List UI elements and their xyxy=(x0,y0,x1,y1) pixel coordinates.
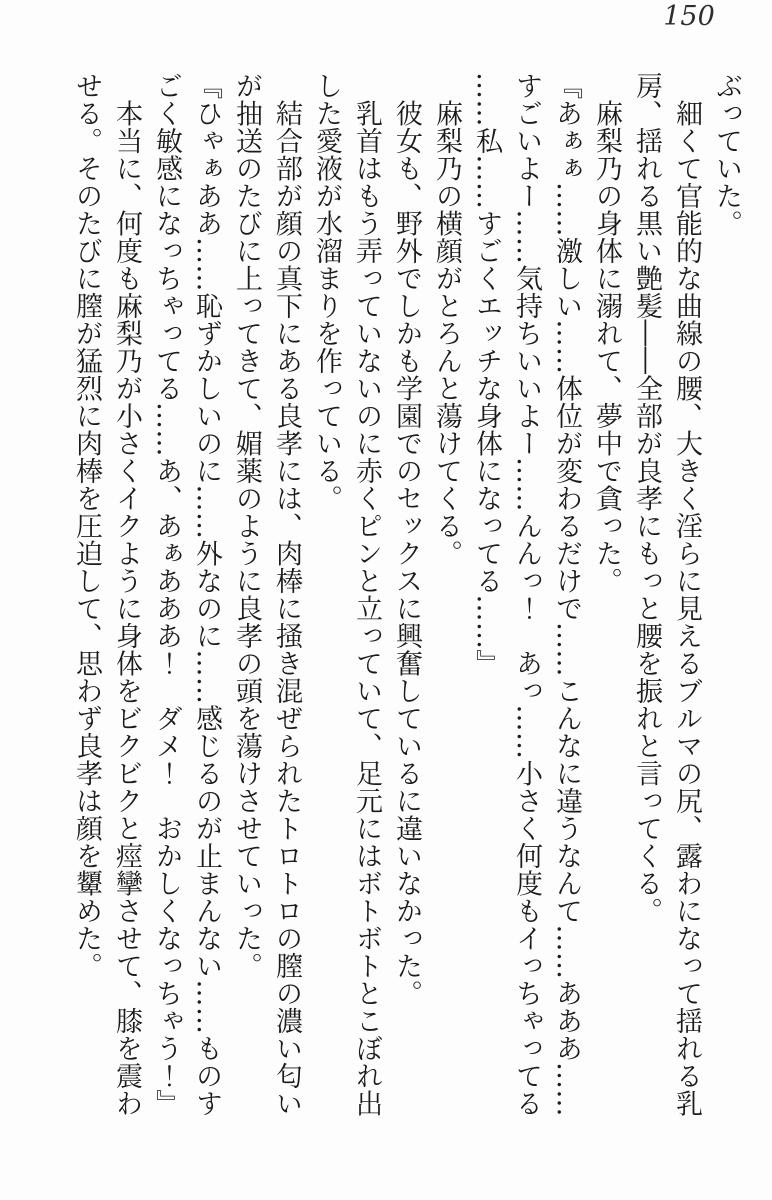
text-line: が抽送のたびに上ってきて、媚薬のように良孝の頭を蕩けさせていった。 xyxy=(231,72,262,980)
text-line: ぶっていた。 xyxy=(711,72,742,237)
text-line: 結合部が顔の真下にある良孝には、肉棒に掻き混ぜられたトロトロの膣の濃い匂い xyxy=(271,72,302,1117)
text-line: 房、揺れる黒い艶髪――全部が良孝にもっと腰を振れと言ってくる。 xyxy=(631,72,662,925)
text-line: 『あぁぁ……激しい……体位が変わるだけで……こんなに違うなんて……あああ…… xyxy=(551,72,582,1117)
text-line: 本当に、何度も麻梨乃が小さくイクように身体をビクビクと痙攣させて、膝を震わ xyxy=(111,72,142,1117)
text-line: ごく敏感になっちゃってる……あ、あぁあああ！ ダメ！ おかしくなっちゃう！』 xyxy=(151,72,182,1117)
text-line: 細くて官能的な曲線の腰、大きく淫らに見えるブルマの尻、露わになって揺れる乳 xyxy=(671,72,702,1117)
text-line: 乳首はもう弄っていないのに赤くピンと立っていて、足元にはボトボトとこぼれ出 xyxy=(351,72,382,1117)
text-line: 『ひゃぁああ……恥ずかしいのに……外なのに……感じるのが止まんない……ものす xyxy=(191,72,222,1117)
page-number: 150 xyxy=(663,1,715,32)
text-line: せる。そのたびに膣が猛烈に肉棒を圧迫して、思わず良孝は顔を顰めた。 xyxy=(71,72,102,980)
text-line: 彼女も、野外でしかも学園でのセックスに興奮しているに違いなかった。 xyxy=(391,72,422,1007)
text-line: 麻梨乃の身体に溺れて、夢中で貪った。 xyxy=(591,72,622,595)
text-line: ……私……すごくエッチな身体になってる……』 xyxy=(471,72,502,677)
text-line: 麻梨乃の横顔がとろんと蕩けてくる。 xyxy=(431,72,462,567)
text-line: した愛液が水溜まりを作っている。 xyxy=(311,72,342,512)
text-line: すごいよー……気持ちいいよー……んんっ！ あっ……小さく何度もイっちゃってる xyxy=(511,72,542,1117)
vertical-text-block xyxy=(64,72,746,1124)
